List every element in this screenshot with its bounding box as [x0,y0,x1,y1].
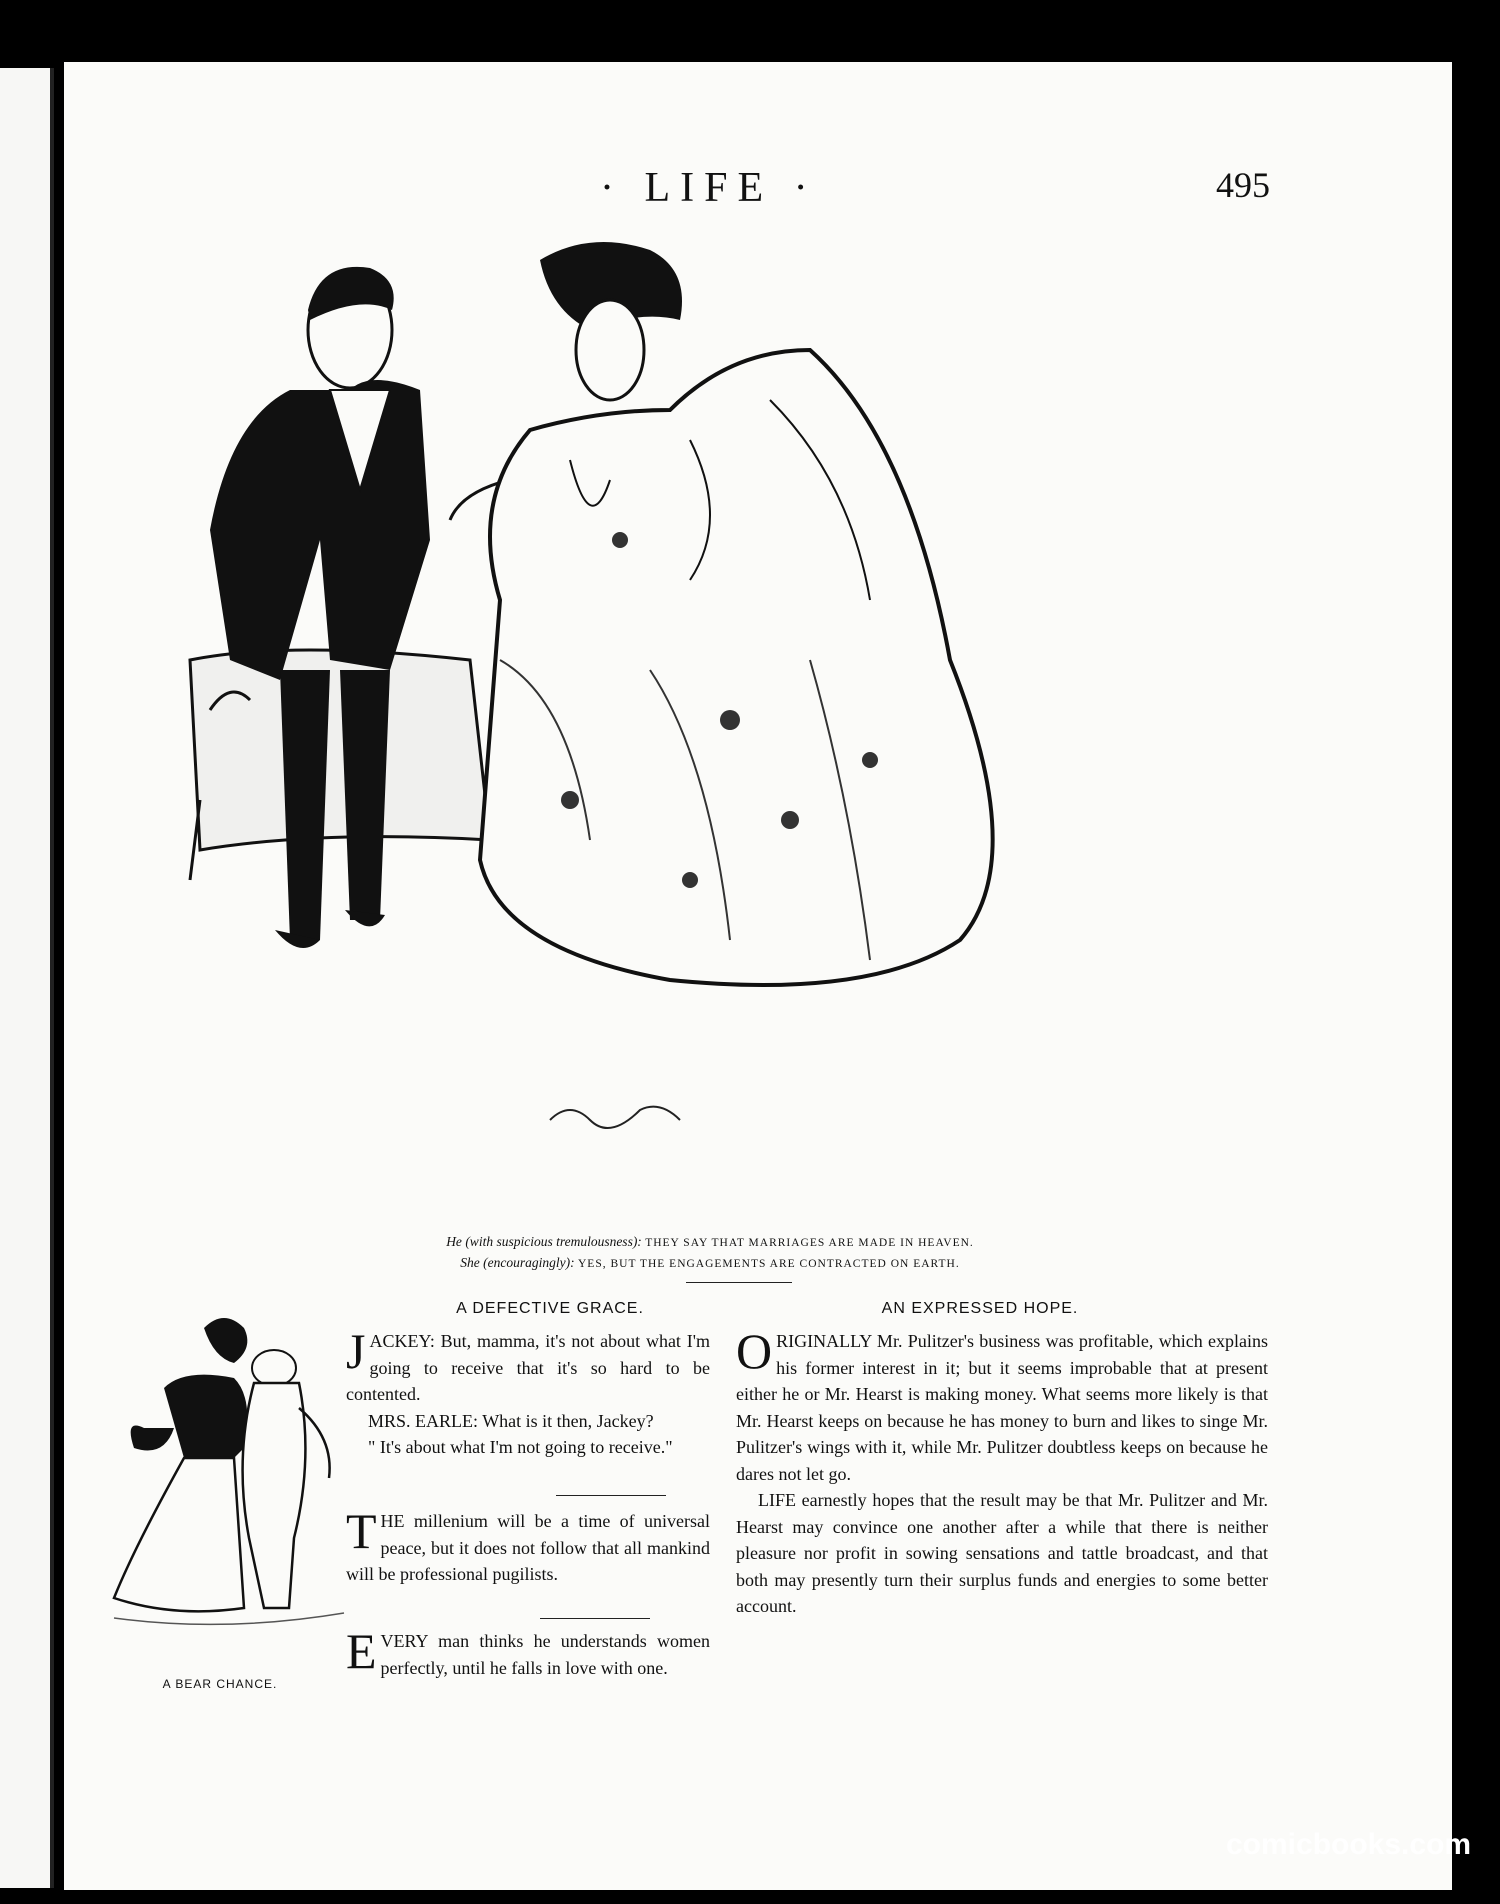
dropcap-o: O [736,1323,773,1379]
column2-body [736,1323,1268,1620]
caption-line1-speaker: He [446,1234,462,1249]
column1-paragraph-5: EVERY man thinks he understands women perfectly, until he falls in love with one. [346,1623,710,1679]
watermark-text: comicbooks.com [1226,1828,1472,1861]
column1-paragraph-2: MRS. EARLE: What is it then, Jackey? [368,1410,654,1431]
main-illustration [170,240,1280,1260]
dropcap-t: T [346,1503,377,1559]
column2-title: AN EXPRESSED HOPE. [881,1300,1079,1317]
settee-seat [190,650,490,850]
column1-paragraph-1: JACKEY: But, mamma, it's not about what I'm going to receive that it's so hard to be contented. [346,1323,710,1404]
bear-chance-illustration [104,1308,348,1638]
dropcap-j: J [346,1323,366,1379]
caption-line2-text: YES, BUT THE ENGAGEMENTS ARE CONTRACTED ON EARTH. [578,1258,960,1270]
masthead-title: · LIFE · [600,165,818,211]
column1-body-2 [346,1503,710,1588]
facing-page-edge [0,68,54,1888]
page-number: 495 [1216,165,1270,205]
column1-body [346,1323,710,1461]
caption-divider [686,1282,792,1283]
caption-line-1 [300,1232,1120,1253]
caption-line1-text: THEY SAY THAT MARRIAGES ARE MADE IN HEAVEN. [645,1237,974,1249]
column1-body-3 [346,1623,710,1681]
column1-title: A DEFECTIVE GRACE. [456,1300,644,1317]
caption-line2-direction: (encouragingly): [483,1255,575,1270]
artist-signature [550,1107,680,1128]
column1-paragraph-3: " It's about what I'm not going to receive." [368,1437,673,1457]
column1-divider-1 [556,1495,666,1496]
dropcap-e: E [346,1623,377,1679]
caption-line-2 [300,1253,1120,1274]
main-caption [300,1232,1120,1274]
column1-paragraph-4: THE millenium will be a time of universal peace, but it does not follow that all mankind will be professional pugilists. [346,1503,710,1584]
caption-line1-direction: (with suspicious tremulousness): [465,1234,642,1249]
caption-line2-speaker: She [460,1255,480,1270]
woman-figure [480,242,993,985]
column1-divider-2 [540,1618,650,1619]
small-illustration-caption: A BEAR CHANCE. [162,1677,278,1691]
column2-paragraph-2: LIFE earnestly hopes that the result may be that Mr. Pulitzer and Mr. Hearst may convince one another after a while that there is neither pleasure nor profit in sowing sensations and tattle broadcast, and that both may presently turn their surplus funds and energies to some better account. [736,1490,1268,1616]
column2-paragraph-1: ORIGINALLY Mr. Pulitzer's business was profitable, which explains his former interest in it; but it seems improbable that at present either he or Mr. Hearst is making money. What seems more likely is that Mr. Hearst keeps on because he has money to burn and likes to singe Mr. Pulitzer's wings with it, while Mr. Pulitzer doubtless keeps on because he dares not let go. [736,1323,1268,1484]
man-figure [210,267,430,948]
